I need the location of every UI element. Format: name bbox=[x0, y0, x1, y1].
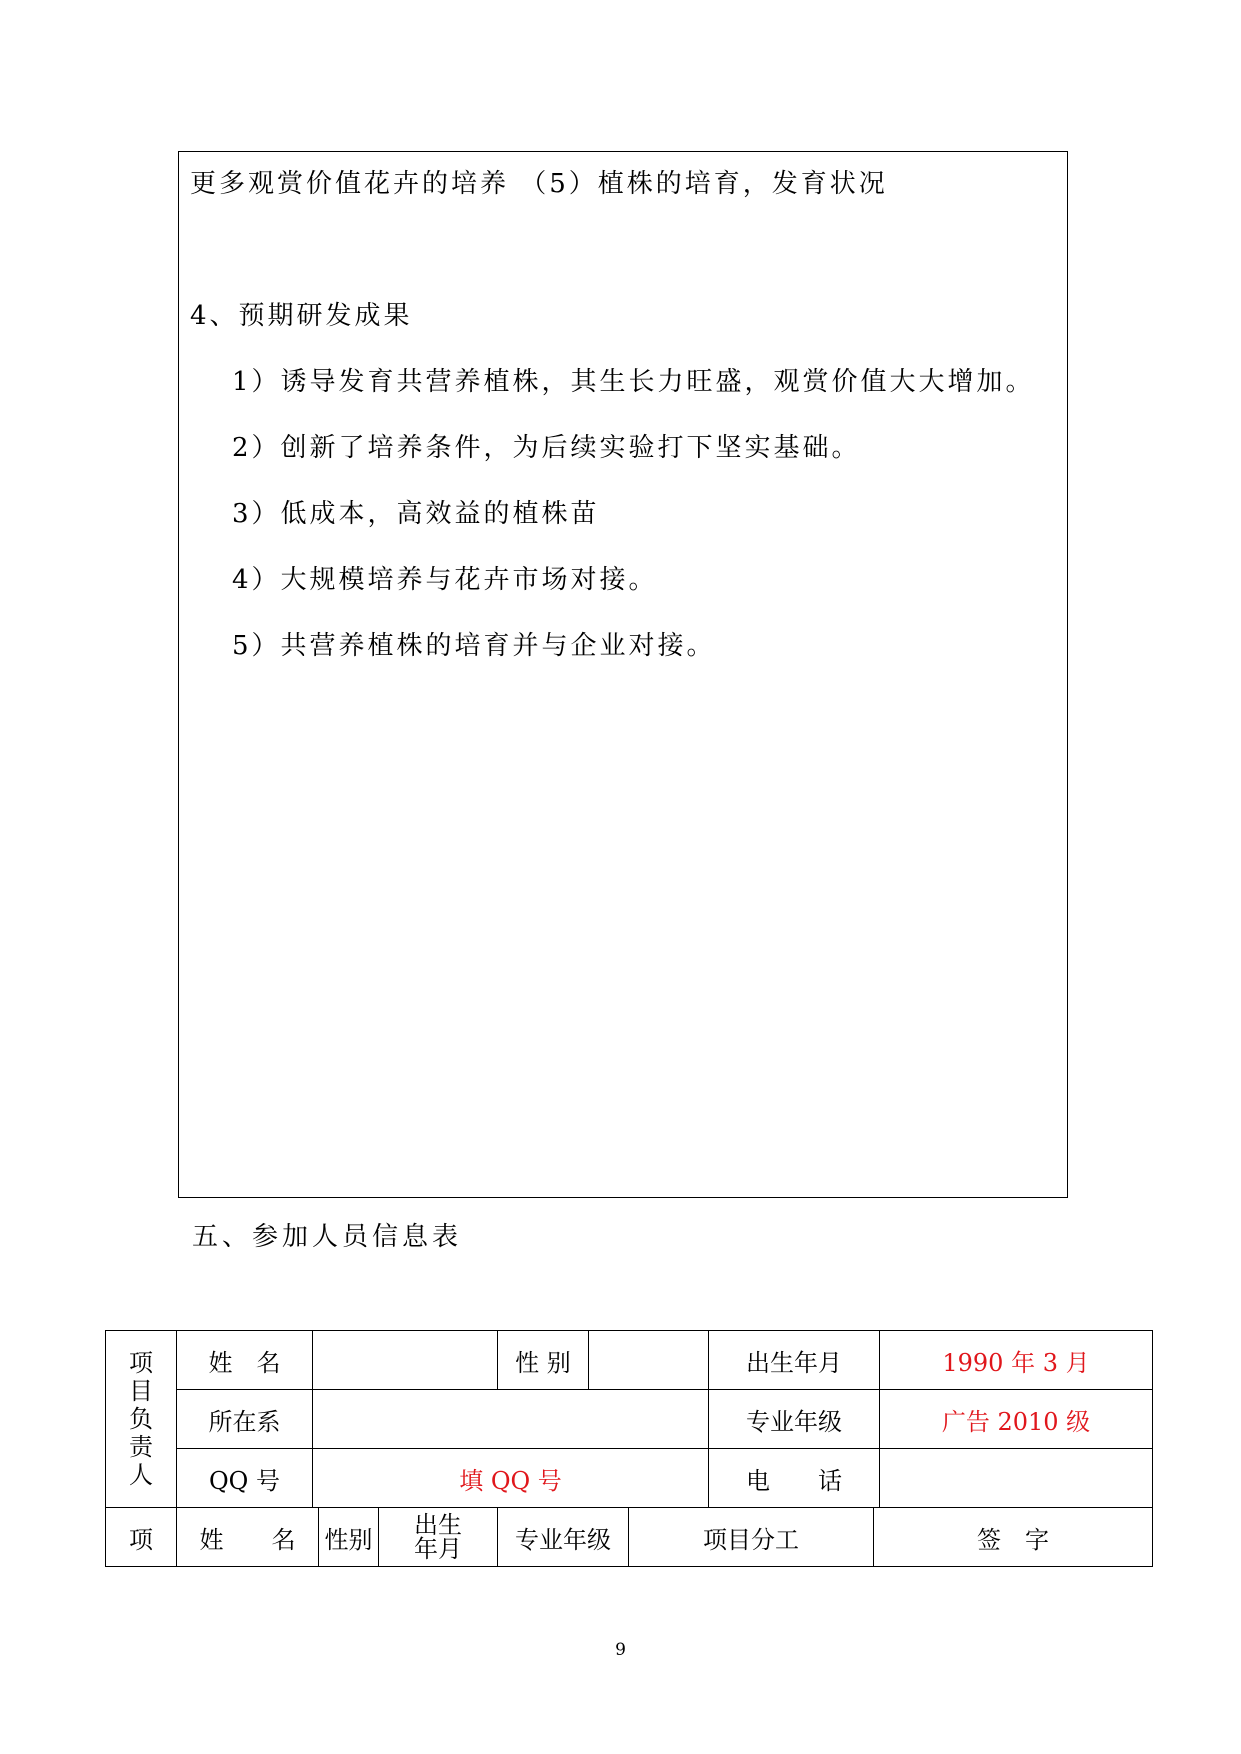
table-spacer bbox=[1153, 1508, 1154, 1567]
name-value[interactable] bbox=[313, 1331, 498, 1390]
members-sign-header: 签 字 bbox=[874, 1508, 1153, 1567]
members-col0-header: 项 bbox=[106, 1508, 177, 1567]
birth-value[interactable]: 1990 年 3 月 bbox=[880, 1331, 1153, 1390]
major-label: 专业年级 bbox=[709, 1390, 880, 1449]
members-major-header: 专业年级 bbox=[498, 1508, 629, 1567]
qq-value[interactable]: 填 QQ 号 bbox=[313, 1449, 709, 1508]
members-birth-header-bottom: 年月 bbox=[414, 1535, 462, 1563]
result-item-4: 4）大规模培养与花卉市场对接。 bbox=[232, 565, 658, 595]
members-name-header: 姓 名 bbox=[177, 1508, 319, 1567]
box-line-continuation: 更多观赏价值花卉的培养 （5）植株的培育，发育状况 bbox=[190, 169, 888, 199]
leader-label-cell bbox=[106, 1331, 177, 1508]
box-heading-expected-results: 4、预期研发成果 bbox=[190, 301, 413, 331]
result-item-1: 1）诱导发育共营养植株，其生长力旺盛，观赏价值大大增加。 bbox=[232, 367, 1035, 397]
result-item-2: 2）创新了培养条件，为后续实验打下坚实基础。 bbox=[232, 433, 861, 463]
leader-label: 项目负责人 bbox=[129, 1349, 153, 1489]
major-value[interactable]: 广告 2010 级 bbox=[880, 1390, 1153, 1449]
members-role-header: 项目分工 bbox=[629, 1508, 874, 1567]
result-item-3: 3）低成本，高效益的植株苗 bbox=[232, 499, 600, 529]
members-gender-header: 性别 bbox=[319, 1508, 379, 1567]
gender-label: 性 别 bbox=[498, 1331, 589, 1390]
members-birth-header-top: 出生 bbox=[414, 1511, 462, 1539]
name-label: 姓 名 bbox=[177, 1331, 313, 1390]
result-item-5: 5）共营养植株的培育并与企业对接。 bbox=[232, 631, 716, 661]
members-birth-header bbox=[379, 1508, 498, 1567]
section-title: 五、参加人员信息表 bbox=[192, 1222, 463, 1252]
qq-label: QQ 号 bbox=[177, 1449, 313, 1508]
phone-label: 电 话 bbox=[709, 1449, 880, 1508]
dept-label: 所在系 bbox=[177, 1390, 313, 1449]
dept-value[interactable] bbox=[313, 1390, 709, 1449]
birth-label: 出生年月 bbox=[709, 1331, 880, 1390]
phone-value[interactable] bbox=[880, 1449, 1153, 1508]
participant-info-table bbox=[105, 1330, 1154, 1567]
gender-value[interactable] bbox=[589, 1331, 709, 1390]
page-number: 9 bbox=[615, 1640, 626, 1660]
